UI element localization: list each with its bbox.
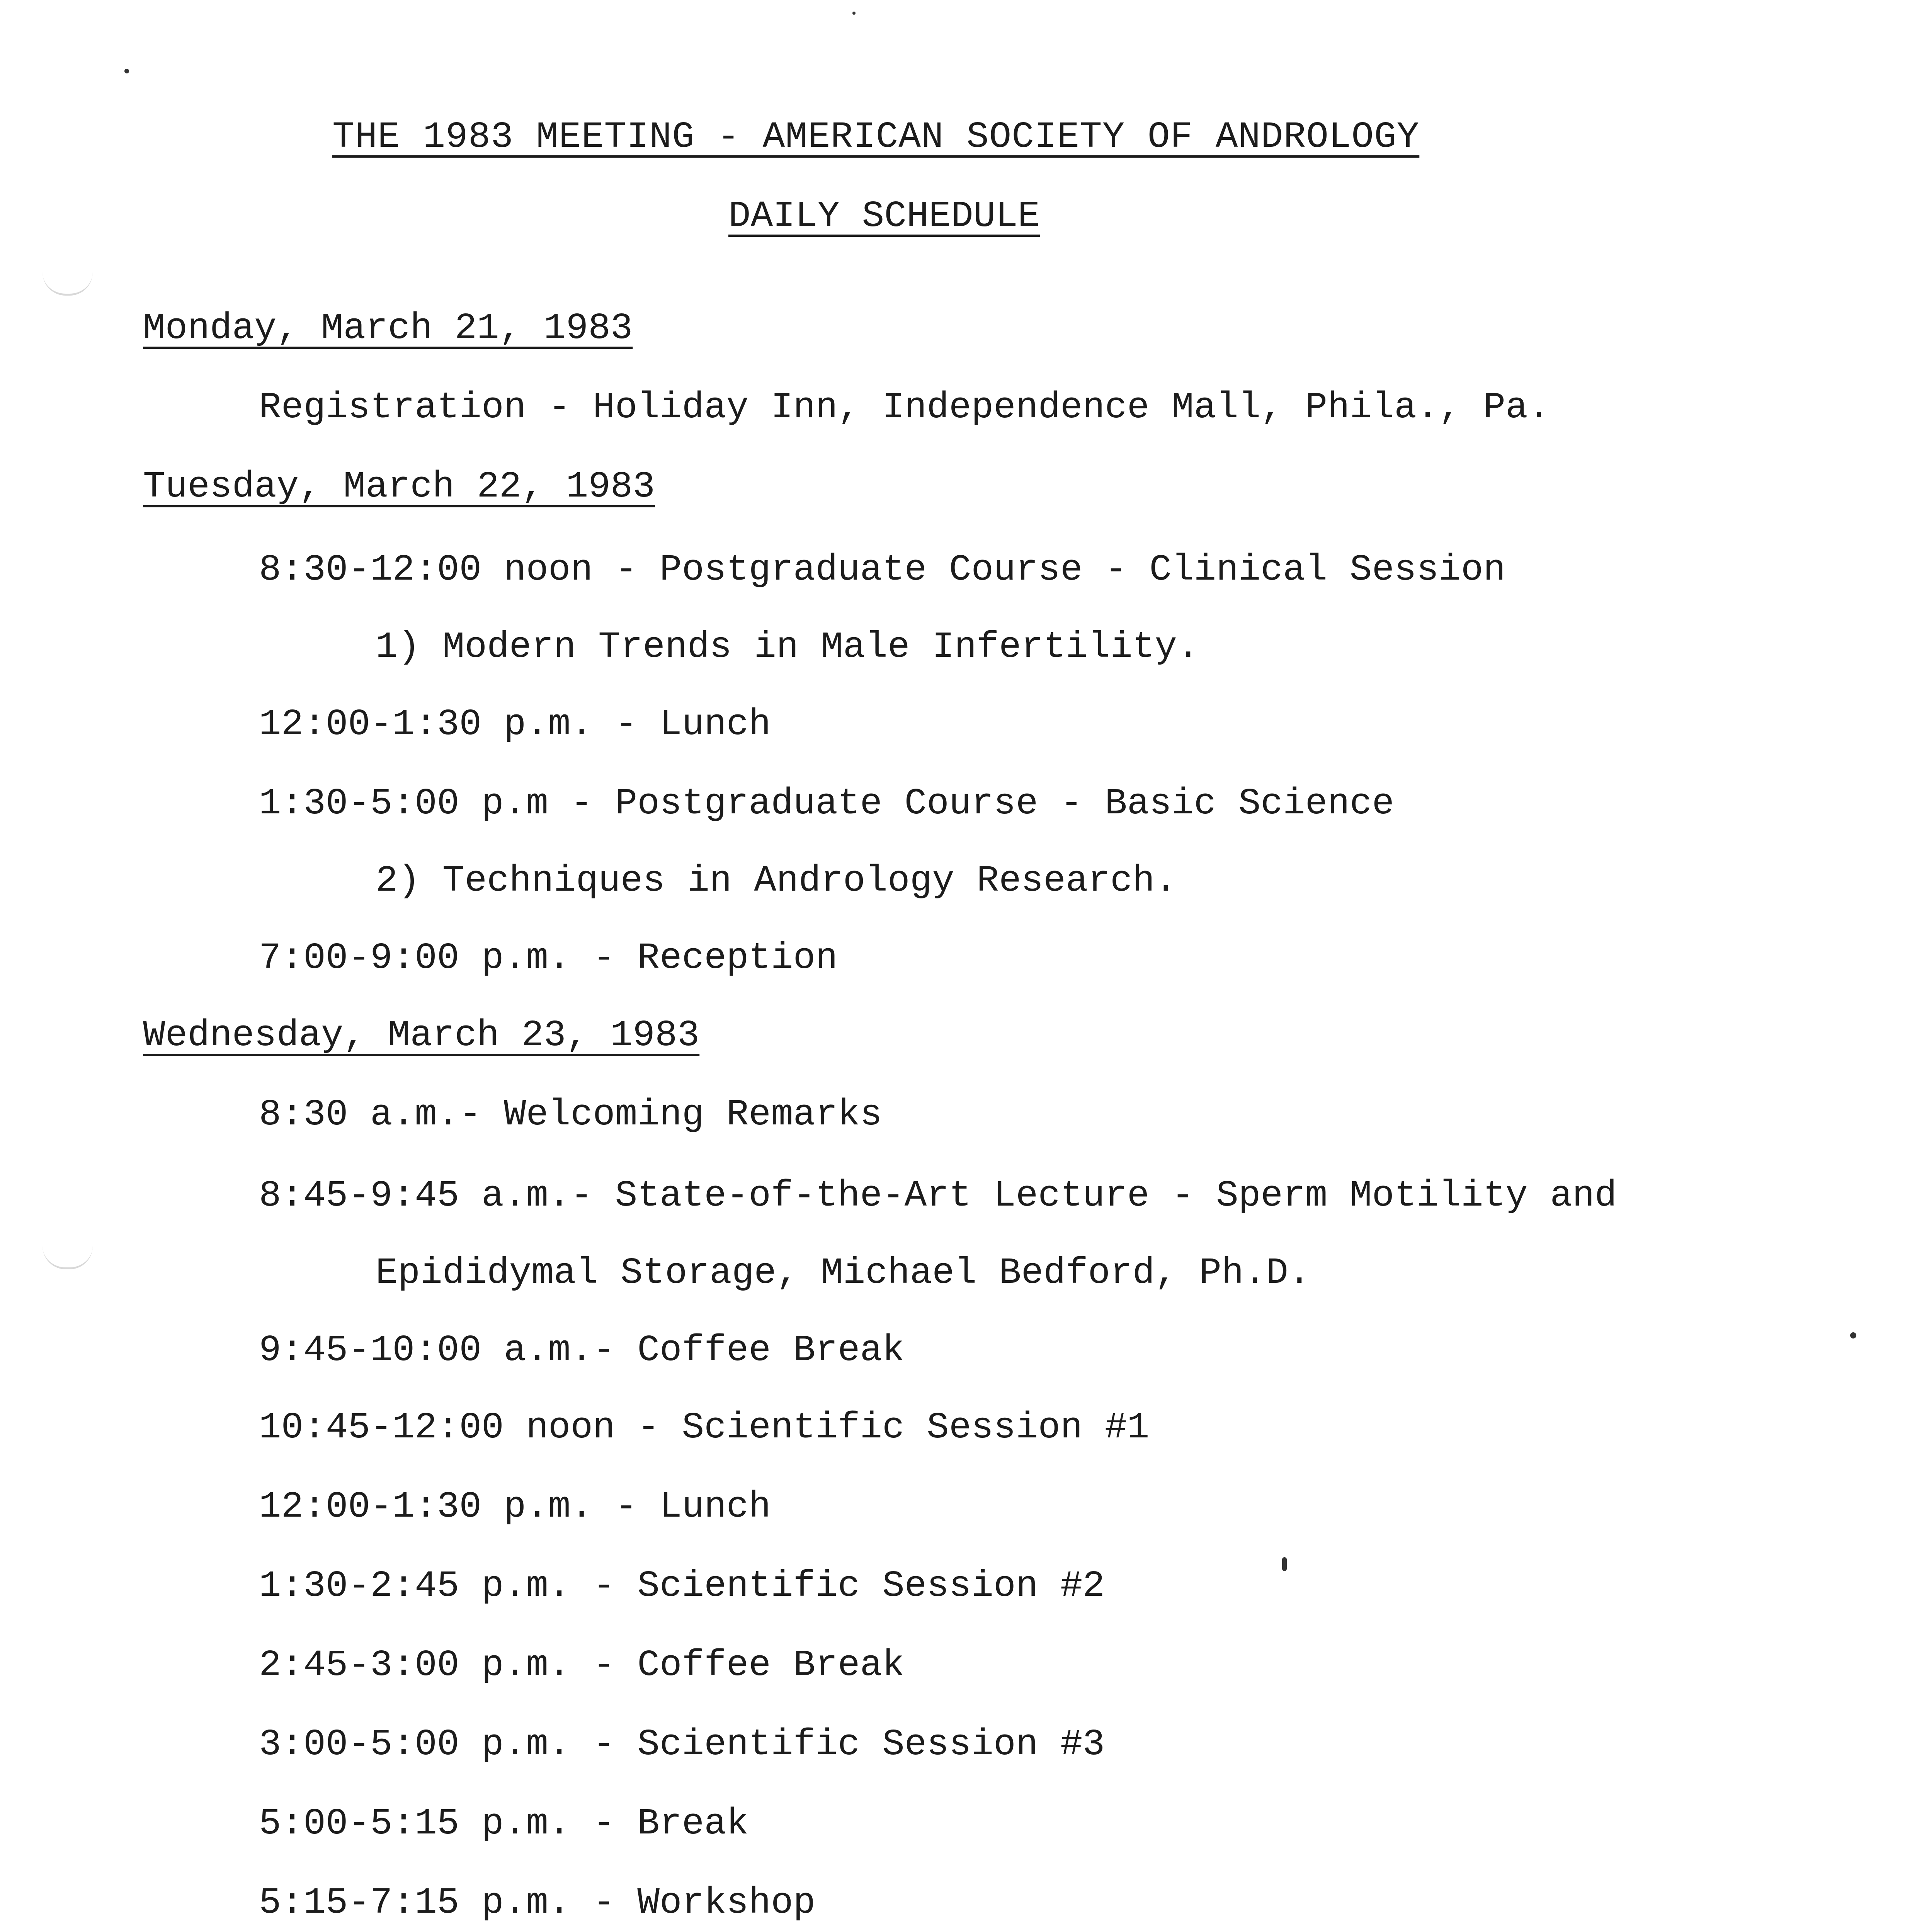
day-heading-monday: Monday, March 21, 1983: [143, 307, 633, 349]
schedule-entry: 5:00-5:15 p.m. - Break: [259, 1803, 749, 1845]
schedule-entry: 1:30-5:00 p.m - Postgraduate Course - Basic Science: [259, 782, 1395, 825]
schedule-entry: 8:45-9:45 a.m.- State-of-the-Art Lecture - Sperm Motility and: [259, 1175, 1617, 1217]
scan-speck: [124, 69, 129, 73]
schedule-subentry: Epididymal Storage, Michael Bedford, Ph.D.: [376, 1252, 1311, 1294]
schedule-entry: 10:45-12:00 noon - Scientific Session #1: [259, 1406, 1150, 1449]
margin-mark: [43, 270, 93, 296]
schedule-entry: 2:45-3:00 p.m. - Coffee Break: [259, 1644, 905, 1686]
schedule-subentry: 1) Modern Trends in Male Infertility.: [376, 626, 1199, 668]
schedule-subentry: 2) Techniques in Andrology Research.: [376, 860, 1177, 902]
scan-speck: [1850, 1332, 1856, 1338]
schedule-entry: 12:00-1:30 p.m. - Lunch: [259, 1486, 771, 1528]
day-heading-tuesday: Tuesday, March 22, 1983: [143, 466, 655, 508]
schedule-entry: 8:30 a.m.- Welcoming Remarks: [259, 1094, 883, 1136]
scan-speck: [1282, 1557, 1287, 1571]
schedule-entry: 9:45-10:00 a.m.- Coffee Break: [259, 1329, 905, 1371]
day-heading-wednesday: Wednesday, March 23, 1983: [143, 1014, 700, 1056]
schedule-entry: 7:00-9:00 p.m. - Reception: [259, 937, 838, 979]
margin-mark: [43, 1244, 93, 1269]
schedule-entry: 1:30-2:45 p.m. - Scientific Session #2: [259, 1565, 1105, 1607]
schedule-entry: 3:00-5:00 p.m. - Scientific Session #3: [259, 1723, 1105, 1765]
schedule-entry: 8:30-12:00 noon - Postgraduate Course - Clinical Session: [259, 549, 1506, 591]
schedule-entry: 5:15-7:15 p.m. - Workshop: [259, 1882, 816, 1924]
schedule-entry: 12:00-1:30 p.m. - Lunch: [259, 703, 771, 745]
scan-speck: [852, 12, 856, 15]
document-title: THE 1983 MEETING - AMERICAN SOCIETY OF ANDROLOGY: [332, 116, 1420, 158]
schedule-entry: Registration - Holiday Inn, Independence Mall, Phila., Pa.: [259, 386, 1550, 429]
document-subtitle: DAILY SCHEDULE: [728, 195, 1040, 237]
